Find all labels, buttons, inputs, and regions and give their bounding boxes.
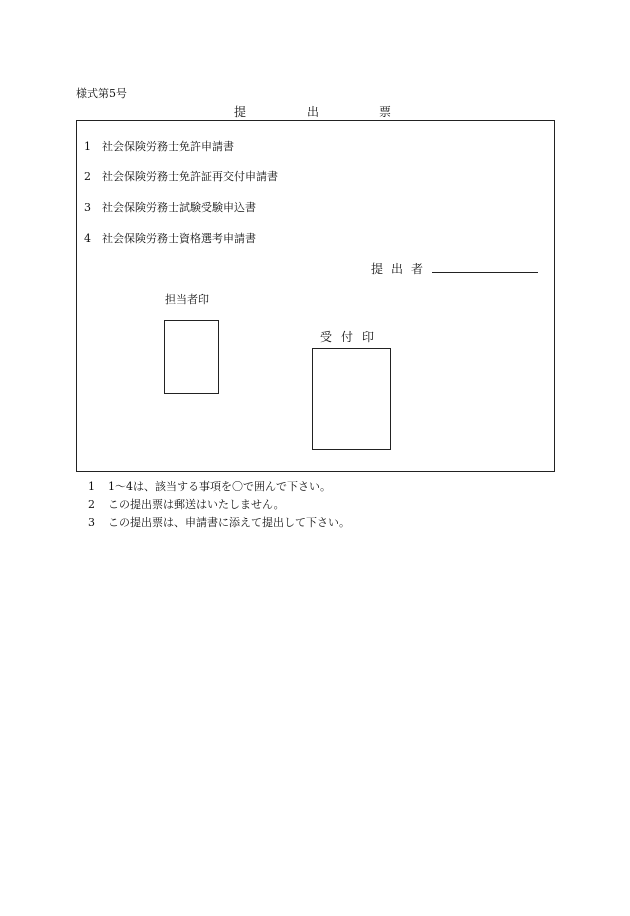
note-item [88,496,285,512]
list-item [84,168,278,184]
receipt-seal-box [312,348,391,450]
title-char: 票 [379,105,392,119]
note-text: 1～4は、該当する事項を〇で囲んで下さい。 [108,480,331,493]
submitter-signature-field[interactable] [432,272,538,273]
note-item [88,514,350,530]
receipt-seal-label: 受付印 [320,330,384,344]
note-item [88,478,331,494]
note-number: 3 [88,516,95,529]
item-number: 1 [84,140,91,153]
list-item [84,199,256,215]
note-number: 1 [88,480,95,493]
item-text: 社会保険労務士試験受験申込書 [102,201,256,214]
item-text: 社会保険労務士免許証再交付申請書 [102,170,278,183]
item-number: 4 [84,232,91,245]
list-item [84,138,234,154]
note-number: 2 [88,498,95,511]
list-item [84,230,256,246]
item-number: 2 [84,170,91,183]
item-text: 社会保険労務士資格選考申請書 [102,232,256,245]
submitter-label: 提出者 [371,262,432,276]
title-char: 出 [307,105,320,119]
staff-seal-box [164,320,219,394]
note-text: この提出票は、申請書に添えて提出して下さい。 [108,516,350,529]
note-text: この提出票は郵送はいたしません。 [108,498,285,511]
form-number: 様式第5号 [76,87,127,100]
item-text: 社会保険労務士免許申請書 [102,140,234,153]
item-number: 3 [84,201,91,214]
staff-seal-label: 担当者印 [165,293,209,306]
title-char: 提 [234,105,247,119]
